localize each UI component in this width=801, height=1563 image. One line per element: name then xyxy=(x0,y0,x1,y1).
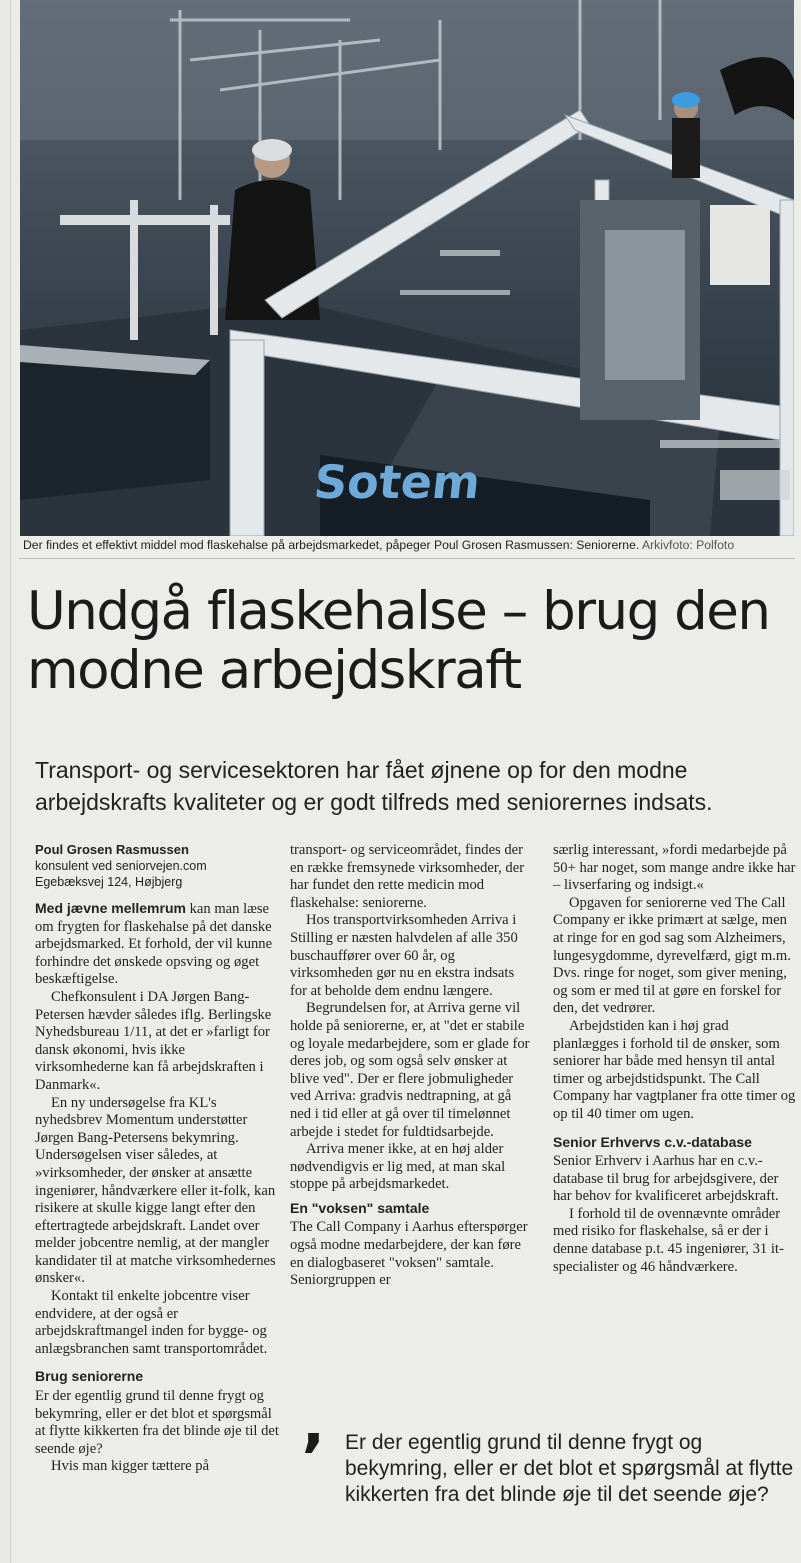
paragraph: Hos transportvirksomheden Arriva i Stilling er næsten halvdelen af alle 350 buschauffører over 60 år, og virksomheden gør nu en ekstra indsats for at beholde dem endnu længere. xyxy=(290,912,518,999)
paragraph: Kontakt til enkelte jobcentre viser endvidere, at der også er arbejdskraftmangel inden for bygge- og anlægsbranchen samt transportområdet. xyxy=(35,1288,268,1357)
machine-lettering: Sotem xyxy=(311,455,483,509)
paragraph: Senior Erhverv i Aarhus har en c.v.-database til brug for arbejdsgivere, der har behov for kvalificeret arbejdskraft. xyxy=(553,1153,779,1205)
author-address: Egebæksvej 124, Højbjerg xyxy=(35,875,183,889)
paragraph: Er der egentlig grund til denne frygt og bekymring, eller er det blot et spørgsmål at flytte kikkerten fra det blinde øje til det seende øje? xyxy=(35,1388,279,1457)
author-role: konsulent ved seniorvejen.com xyxy=(35,859,207,873)
paragraph: En ny undersøgelse fra KL's nyhedsbrev Momentum understøtter Jørgen Bang-Petersens bekymring. Undersøgelsen viser således, at »virksomheder, der ønsker at ansætte ingeniører, håndværkere eller it-folk, kan risikere at skulle kigge langt efter den eftertragtede arbejdskraft. Landet over melder jobcentre nemlig, at der mangler kandidater til at matche virksomhedernes ønsker«. xyxy=(35,1094,276,1287)
paragraph: transport- og serviceområdet, findes der en række fremsynede virksomheder, der har fundet den rette medicin mod flaskehalse: seniorerne. xyxy=(290,842,525,911)
column-2 xyxy=(290,842,530,1290)
pull-quote xyxy=(301,1422,801,1524)
subheading-voksen-samtale: En "voksen" samtale xyxy=(290,1199,430,1216)
paragraph: særlig interessant, »fordi medarbejde på 50+ har noget, som mange andre ikke har – livserfaring og indsigt.« xyxy=(553,842,796,894)
lead-in: Med jævne mellemrum xyxy=(35,900,186,916)
author-name: Poul Grosen Rasmussen xyxy=(35,842,189,857)
column-1 xyxy=(35,842,279,1476)
paragraph: Opgaven for seniorerne ved The Call Company er ikke primært at sælge, men at ringe for en god sag som Alzheimers, lungesygdomme, dyrevelfærd, gigt m.m. Dvs. ringe for noget, som giver mening, og som er med til at gøre en forskel for den, det vedrører. xyxy=(553,894,791,1017)
factory-illustration xyxy=(20,0,794,536)
paragraph: Chefkonsulent i DA Jørgen Bang-Petersen hævder således iflg. Berlingske Nyhedsbureau 1/11, at det er »farligt for dansk økonomi, hvis ikke virksomhederne kan få arbejdskraften i Danmark«. xyxy=(35,988,272,1093)
quote-mark-icon: ’ xyxy=(301,1422,326,1496)
paragraph: Med jævne mellemrum kan man læse om frygten for flaskehalse på det danske arbejdsmarked. Et forhold, der vil kunne forhindre det ønskede opsving og øget beskæftigelse. xyxy=(35,900,273,988)
headline: Undgå flaskehalse – brug den modne arbejdskraft xyxy=(27,581,770,701)
pull-quote-text: Er der egentlig grund til denne frygt og bekymring, eller er det blot et spørgsmål at flytte kikkerten fra det blinde øje til det seende øje? xyxy=(345,1431,794,1506)
paragraph: Begrundelsen for, at Arriva gerne vil holde på seniorerne, er, at "det er stabile og loyale medarbejdere, som er glade for deres job, og som også selv ønsker at blive ved". Der er flere jobmuligheder ved Arriva: gradvis nedtrapning, at gå ned i tid eller at gå over til timelønnet arbejde i stedet for fuldtidsarbejde. xyxy=(290,1000,530,1140)
paragraph: Arriva mener ikke, at en høj alder nødvendigvis er lig med, at man skal stoppe på arbejdsmarkedet. xyxy=(290,1141,506,1193)
paragraph: The Call Company i Aarhus efterspørger også modne medarbejdere, der kan føre en dialogbaseret "voksen" samtale. Seniorgruppen er xyxy=(290,1219,528,1289)
newspaper-page xyxy=(10,0,801,1563)
deck: Transport- og servicesektoren har fået øjnene op for den modne arbejdskrafts kvaliteter og er godt tilfreds med seniorernes indsats. xyxy=(35,757,713,815)
factory-photo xyxy=(20,0,794,536)
caption-divider xyxy=(19,558,795,559)
caption-text: Der findes et effektivt middel mod flaskehalse på arbejdsmarkedet, påpeger Poul Grosen Rasmussen: Seniorerne. xyxy=(23,538,640,552)
photo-caption xyxy=(23,538,793,552)
byline xyxy=(35,842,279,890)
column-3 xyxy=(553,842,797,1276)
paragraph: Hvis man kigger tættere på xyxy=(51,1458,210,1475)
subheading-brug-seniorerne: Brug seniorerne xyxy=(35,1368,144,1385)
photo-credit: Arkivfoto: Polfoto xyxy=(641,538,735,552)
subheading-cv-database: Senior Erhvervs c.v.-database xyxy=(553,1133,752,1150)
paragraph: Arbejdstiden kan i høj grad planlægges i forhold til de ønsker, som seniorer har både med hensyn til antal timer og arbejdstidspunkt. The Call Company har vagtplaner fra otte timer og op til 40 timer om ugen. xyxy=(553,1017,796,1122)
paragraph: I forhold til de ovennævnte områder med risiko for flaskehalse, så er der i denne database p.t. 45 ingeniører, 31 it-specialister og 46 håndværkere. xyxy=(553,1205,784,1275)
